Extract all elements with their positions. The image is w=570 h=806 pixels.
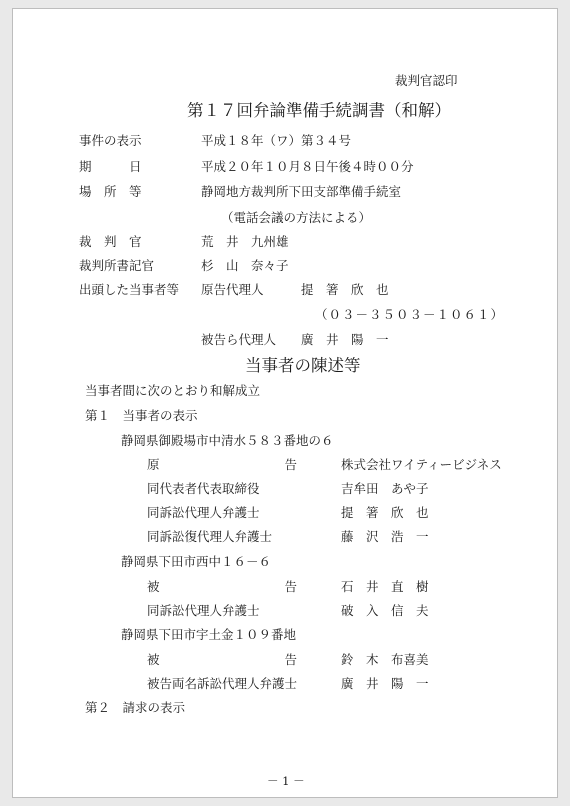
judge-label: 裁 判 官 [79, 234, 142, 249]
section-1-heading: 第１ 当事者の表示 [85, 408, 198, 423]
plaintiff-sub-lawyer-role: 同訴訟復代理人弁護士 [147, 529, 273, 544]
plaintiff-sub-lawyer-name: 藤 沢 浩 一 [341, 529, 429, 544]
date-label: 期 日 [79, 159, 142, 174]
defendant-agent-role: 被告ら代理人 [201, 332, 277, 347]
defendant-2-address: 静岡県下田市宇土金１０９番地 [121, 627, 297, 642]
attendees-label: 出頭した当事者等 [79, 282, 180, 297]
clerk-label: 裁判所書記官 [79, 258, 155, 273]
defendant-2-name: 鈴 木 布喜美 [341, 652, 429, 667]
plaintiff-rep-name: 吉牟田 あや子 [341, 481, 429, 496]
plaintiff-agent-role: 原告代理人 [201, 282, 264, 297]
plaintiff-lawyer-name: 提 箸 欣 也 [341, 505, 429, 520]
defendants-lawyer-name: 廣 井 陽 一 [341, 676, 429, 691]
defendant-1-address: 静岡県下田市西中１６－６ [121, 554, 272, 569]
plaintiff-rep-role: 同代表者代表取締役 [147, 481, 260, 496]
defendants-lawyer-role: 被告両名訴訟代理人弁護士 [147, 676, 298, 691]
section-2-heading: 第２ 請求の表示 [85, 700, 186, 715]
defendant-1-lawyer-name: 破 入 信 夫 [341, 603, 429, 618]
section-title: 当事者の陳述等 [245, 356, 361, 375]
plaintiff-name: 株式会社ワイティービジネス [341, 457, 502, 472]
document-page [12, 8, 558, 798]
intro-text: 当事者間に次のとおり和解成立 [85, 383, 261, 398]
defendant-1-lawyer-role: 同訴訟代理人弁護士 [147, 603, 260, 618]
defendant-agent-name: 廣 井 陽 一 [301, 332, 389, 347]
document-title: 第１７回弁論準備手続調書（和解） [187, 101, 451, 120]
judge-seal-label: 裁判官認印 [395, 73, 458, 88]
plaintiff-agent-name: 提 箸 欣 也 [301, 282, 389, 297]
case-value: 平成１８年（ワ）第３４号 [201, 133, 352, 148]
defendant-2-role: 被 告 [147, 652, 298, 667]
plaintiff-role: 原 告 [147, 457, 298, 472]
judge-name: 荒 井 九州雄 [201, 234, 289, 249]
page-number: － 1 － [267, 774, 305, 788]
clerk-name: 杉 山 奈々子 [201, 258, 289, 273]
place-label: 場 所 等 [79, 184, 142, 199]
case-label: 事件の表示 [79, 133, 142, 148]
phone-number: （０３－３５０３－１０６１） [315, 307, 505, 322]
defendant-1-role: 被 告 [147, 579, 298, 594]
place-note: （電話会議の方法による） [221, 210, 372, 225]
plaintiff-address: 静岡県御殿場市中清水５８３番地の６ [121, 433, 334, 448]
defendant-1-name: 石 井 直 樹 [341, 579, 429, 594]
place-value: 静岡地方裁判所下田支部準備手続室 [201, 184, 402, 199]
plaintiff-lawyer-role: 同訴訟代理人弁護士 [147, 505, 260, 520]
date-value: 平成２０年１０月８日午後４時００分 [201, 159, 414, 174]
